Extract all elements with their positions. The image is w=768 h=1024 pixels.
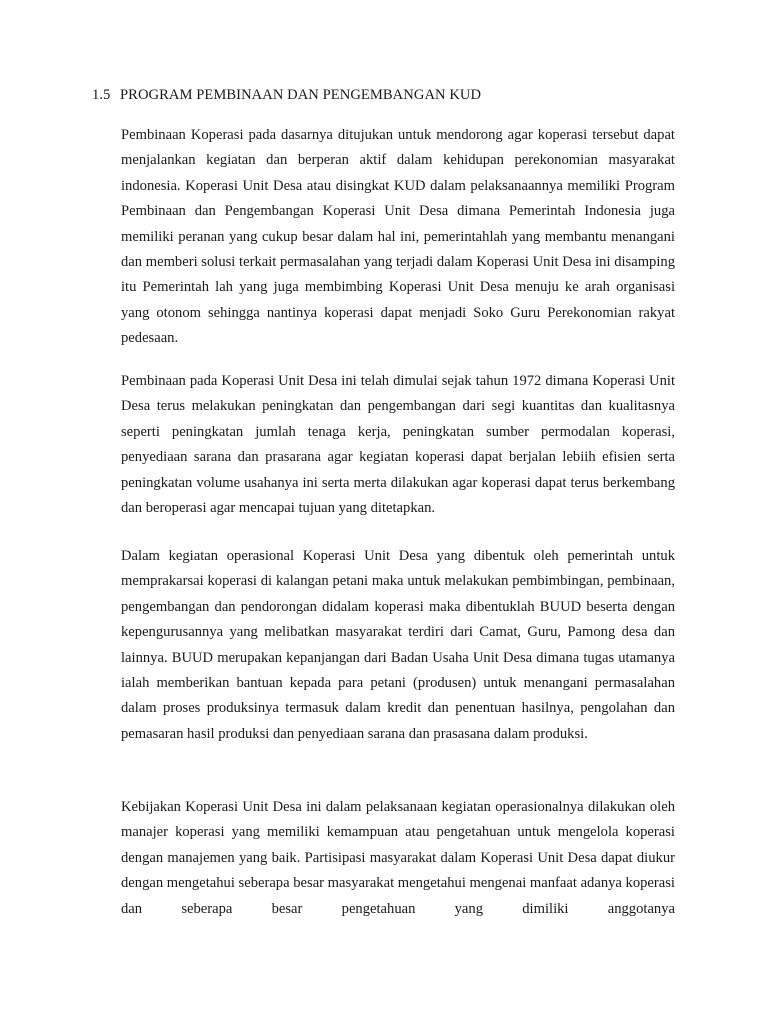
section-title: PROGRAM PEMBINAAN DAN PENGEMBANGAN KUD xyxy=(120,87,482,103)
paragraph-4-container xyxy=(121,795,675,922)
paragraph-2: Pembinaan pada Koperasi Unit Desa ini telah dimulai sejak tahun 1972 dimana Koperasi Unit Desa terus melakukan peningkatan dan pengembangan dari segi kuantitas dan kualitasnya seperti peningkatan jumlah tenaga kerja, peningkatan sumber permodalan koperasi, penyediaan sarana dan prasarana agar kegiatan koperasi dapat berjalan lebiih efisien serta peningkatan volume usahanya ini serta merta dilakukan agar koperasi dapat terus berkembang dan beroperasi agar mencapai tujuan yang ditetapkan. xyxy=(121,373,675,517)
paragraph-1-container xyxy=(121,123,675,352)
paragraph-3-container xyxy=(121,544,675,747)
section-heading xyxy=(92,87,481,104)
section-number: 1.5 xyxy=(92,87,111,103)
paragraph-1: Pembinaan Koperasi pada dasarnya ditujukan untuk mendorong agar koperasi tersebut dapat menjalankan kegiatan dan berperan aktif dalam kehidupan perekonomian masyarakat indonesia. Koperasi Unit Desa atau disingkat KUD dalam pelaksanaannya memiliki Program Pembinaan dan Pengembangan Koperasi Unit Desa dimana Pemerintah Indonesia juga memiliki peranan yang cukup besar dalam hal ini, pemerintahlah yang membantu menangani dan memberi solusi terkait permasalahan yang terjadi dalam Koperasi Unit Desa ini disamping itu Pemerintah lah yang juga membimbing Koperasi Unit Desa menuju ke arah organisasi yang otonom sehingga nantinya koperasi dapat menjadi Soko Guru Perekonomian rakyat pedesaan. xyxy=(121,127,675,347)
paragraph-4: Kebijakan Koperasi Unit Desa ini dalam pelaksanaan kegiatan operasionalnya dilakukan oleh manajer koperasi yang memiliki kemampuan atau pengetahuan untuk mengelola koperasi dengan manajemen yang baik. Partisipasi masyarakat dalam Koperasi Unit Desa dapat diukur dengan mengetahui seberapa besar masyarakat mengetahui mengenai manfaat adanya koperasi dan seberapa besar pengetahuan yang dimiliki anggotanya xyxy=(121,799,675,917)
paragraph-2-container xyxy=(121,369,675,521)
paragraph-3: Dalam kegiatan operasional Koperasi Unit Desa yang dibentuk oleh pemerintah untuk memprakarsai koperasi di kalangan petani maka untuk melakukan pembimbingan, pembinaan, pengembangan dan pendorongan didalam koperasi maka dibentuklah BUUD beserta dengan kepengurusannya yang melibatkan masyarakat terdiri dari Camat, Guru, Pamong desa dan lainnya. BUUD merupakan kepanjangan dari Badan Usaha Unit Desa dimana tugas utamanya ialah memberikan bantuan kepada para petani (produsen) untuk menangani permasalahan dalam proses produksinya termasuk dalam kredit dan penentuan hasilnya, pengolahan dan pemasaran hasil produksi dan penyediaan sarana dan prasasana dalam produksi. xyxy=(121,548,675,742)
